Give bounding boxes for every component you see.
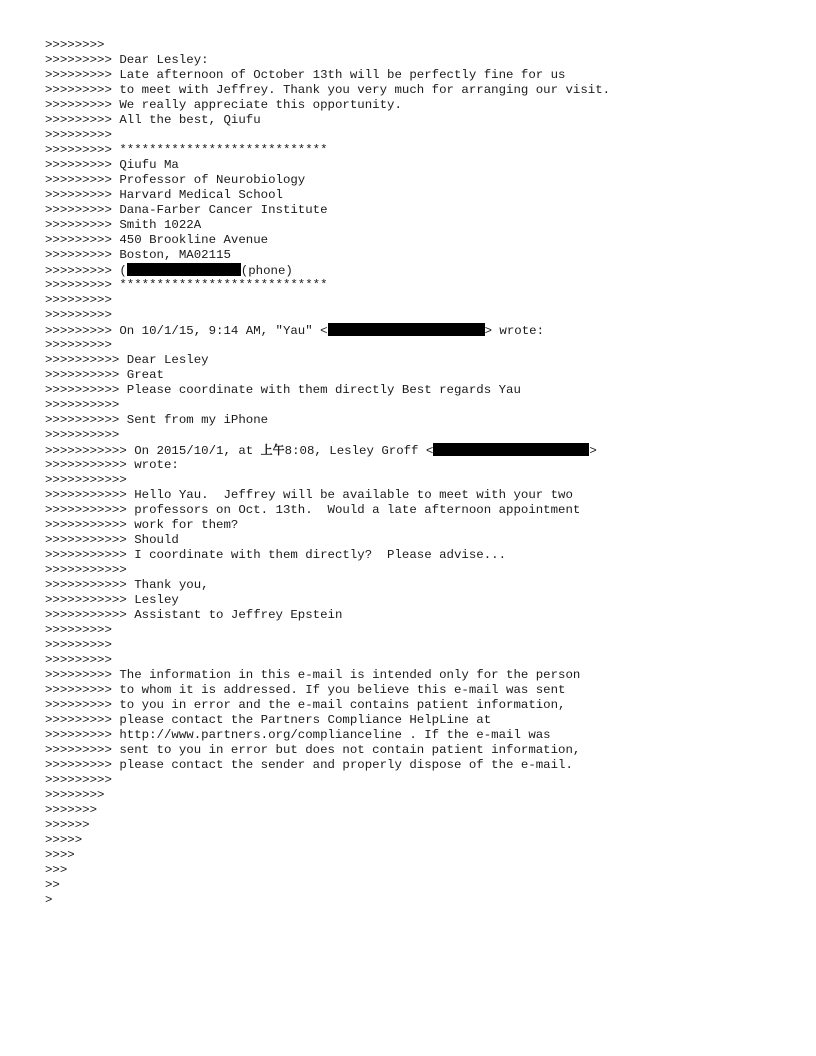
email-line-text: > wrote: [484, 324, 545, 338]
email-line: >>>>>>>>> 450 Brookline Avenue [45, 233, 269, 247]
email-line: >>>>>>>>> to meet with Jeffrey. Thank you very much for arranging our visit. [45, 83, 611, 97]
email-line-text: 8:08, Lesley Groff < [284, 444, 434, 458]
email-line: >>>>>>>>>> Great [45, 368, 164, 382]
email-line: >>>>>>>>>>> Lesley [45, 593, 179, 607]
email-line: >>>>>>>>> to you in error and the e-mail contains patient information, [45, 698, 566, 712]
email-line: >>>>>>>>> Harvard Medical School [45, 188, 283, 202]
email-line: >>>>>>>>> Late afternoon of October 13th will be perfectly fine for us [45, 68, 566, 82]
email-line: >>>>>>>>>> Sent from my iPhone [45, 413, 269, 427]
email-line: >>>>>>>>>>> Thank you, [45, 578, 209, 592]
email-line: >>>>>>>>> Professor of Neurobiology [45, 173, 306, 187]
email-line: >>>>>>>>>> Dear Lesley [45, 353, 209, 367]
email-line: >>>>>>>>> [45, 308, 112, 322]
email-line: >>>>>>>> [45, 788, 105, 802]
email-line: >>>>>>> [45, 803, 98, 817]
email-line: >>>>>>>>> please contact the sender and properly dispose of the e-mail. [45, 758, 573, 772]
email-line: >>>>>>>>>>> [45, 473, 127, 487]
email-line: >>>>>>>>> **************************** [45, 143, 328, 157]
email-line-cjk-text: 上午 [260, 443, 285, 457]
email-line: >>>>>>>>> Smith 1022A [45, 218, 202, 232]
email-line: > [45, 893, 53, 907]
email-line: >>>>>>>>>>> I coordinate with them directly? Please advise... [45, 548, 507, 562]
email-line: >>>>>>>> [45, 38, 105, 52]
email-line: >>>>>>>>> We really appreciate this opportunity. [45, 98, 402, 112]
email-body [45, 38, 610, 908]
email-line: >>>>>>>>> Dear Lesley: [45, 53, 209, 67]
email-line: >> [45, 878, 60, 892]
email-line: >>>>>>>>> [45, 653, 112, 667]
email-line: >>>>>>>>>>> wrote: [45, 458, 179, 472]
email-line: >>>>>>>>> http://www.partners.org/complianceline . If the e-mail was [45, 728, 551, 742]
email-line-text: (phone) [240, 264, 293, 278]
email-line: >>>>>>>>>>> Should [45, 533, 179, 547]
email-line-text: >>>>>>>>> ( [45, 264, 127, 278]
email-line: >>>>>>>>> [45, 623, 112, 637]
email-line: >>>>>>>>> please contact the Partners Compliance HelpLine at [45, 713, 492, 727]
email-line: >>>>>>>>> Qiufu Ma [45, 158, 179, 172]
email-line [45, 323, 610, 338]
email-line: >>>>>>>>>>> [45, 563, 127, 577]
email-line: >>>>>>>>> to whom it is addressed. If you believe this e-mail was sent [45, 683, 566, 697]
email-line: >>>>>>>>> Dana-Farber Cancer Institute [45, 203, 328, 217]
redaction-bar [127, 263, 241, 276]
email-line: >>>> [45, 848, 75, 862]
email-line: >>>>>>>>> [45, 338, 112, 352]
email-line: >>>>>>>>>>> Hello Yau. Jeffrey will be available to meet with your two [45, 488, 573, 502]
email-line: >>>>>>>>>>> Assistant to Jeffrey Epstein [45, 608, 343, 622]
redaction-bar [328, 323, 485, 336]
email-line [45, 443, 610, 458]
email-line: >>>>>>>>> [45, 638, 112, 652]
email-line: >>>>>> [45, 818, 90, 832]
email-line [45, 263, 610, 278]
email-line: >>>>> [45, 833, 83, 847]
email-line: >>>>>>>>> [45, 128, 112, 142]
email-line: >>>>>>>>>> [45, 398, 120, 412]
email-line: >>> [45, 863, 68, 877]
email-line: >>>>>>>>> The information in this e-mail is intended only for the person [45, 668, 581, 682]
email-line: >>>>>>>>>> Please coordinate with them directly Best regards Yau [45, 383, 521, 397]
email-line: >>>>>>>>>>> professors on Oct. 13th. Would a late afternoon appointment [45, 503, 581, 517]
email-line: >>>>>>>>>> [45, 428, 120, 442]
email-line: >>>>>>>>> [45, 773, 112, 787]
email-line-text: >>>>>>>>> On 10/1/15, 9:14 AM, "Yau" < [45, 324, 328, 338]
email-line: >>>>>>>>> sent to you in error but does not contain patient information, [45, 743, 581, 757]
email-line: >>>>>>>>> [45, 293, 112, 307]
email-line-text: > [589, 444, 597, 458]
redaction-bar [433, 443, 589, 456]
email-line: >>>>>>>>> **************************** [45, 278, 328, 292]
email-line: >>>>>>>>> All the best, Qiufu [45, 113, 261, 127]
email-line-text: >>>>>>>>>>> On 2015/10/1, at [45, 444, 261, 458]
email-line: >>>>>>>>> Boston, MA02115 [45, 248, 231, 262]
email-line: >>>>>>>>>>> work for them? [45, 518, 239, 532]
